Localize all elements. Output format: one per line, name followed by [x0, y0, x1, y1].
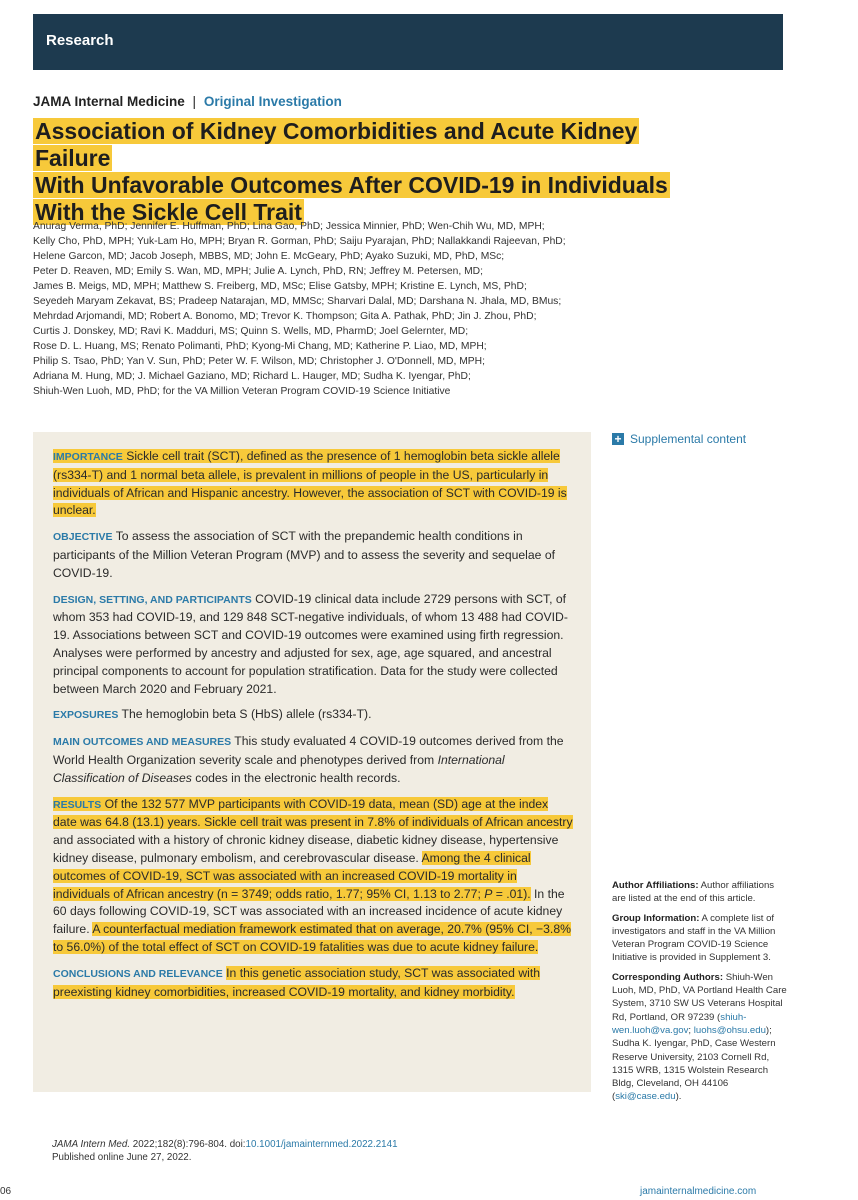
abstract-objective	[53, 528, 575, 582]
note-heading: Author Affiliations:	[612, 880, 699, 891]
section-heading: DESIGN, SETTING, AND PARTICIPANTS	[53, 593, 252, 606]
corresponding-authors	[612, 971, 790, 1104]
section-heading: IMPORTANCE	[53, 451, 123, 463]
note-text: ;	[688, 1024, 694, 1036]
supplemental-content-link[interactable]	[612, 432, 746, 446]
note-text: Author affiliations are listed at the end of this article.	[612, 880, 775, 905]
section-heading: OBJECTIVE	[53, 531, 113, 544]
page-number: 06	[0, 1186, 12, 1197]
section-heading: CONCLUSIONS AND RELEVANCE	[53, 967, 223, 980]
journal-line	[33, 94, 342, 109]
abstract-outcomes	[53, 733, 575, 787]
author-affiliations	[612, 879, 790, 906]
author-line: Seyedeh Maryam Zekavat, BS; Pradeep Natarajan, MD, MMSc; Sharvari Dalal, MD; Darshana N. Jhala, MD, BMus;	[33, 296, 562, 307]
section-heading: EXPOSURES	[53, 709, 119, 722]
section-text: In the 60 days following COVID-19, SCT was associated with an increased incidence of acute kidney failure.	[53, 886, 565, 937]
section-banner	[33, 14, 783, 70]
email-link[interactable]: luohs@ohsu.edu	[693, 1024, 766, 1036]
title-line: Association of Kidney Comorbidities and Acute Kidney Failure	[35, 118, 638, 171]
article-title	[33, 118, 693, 226]
author-line: Adriana M. Hung, MD; J. Michael Gaziano, MD; Richard L. Hauger, MD; Sudha K. Iyengar, PhD;	[33, 371, 471, 382]
section-text-italic: International Classification of Diseases	[53, 752, 505, 785]
group-information	[612, 912, 790, 965]
journal-separator: |	[192, 94, 197, 109]
section-text: In this genetic association study, SCT was associated with preexisting kidney comorbidities, increased COVID-19 mortality, and kidney morbidity.	[53, 965, 541, 999]
section-text: codes in the electronic health records.	[195, 770, 401, 785]
article-type: Original Investigation	[203, 94, 342, 109]
citation	[52, 1138, 398, 1164]
note-text: ); Sudha K. Iyengar, PhD, Case Western Reserve University, 2103 Cornell Rd, 1315 WRB, 1315 Wolstein Research Bldg, Cleveland, OH 44106 (	[612, 1024, 776, 1103]
sidebar-notes	[612, 879, 790, 1110]
author-line: Helene Garcon, MD; Jacob Joseph, MBBS, MD; John E. McGeary, PhD; Ayako Suzuki, MD, PhD, MSc;	[33, 251, 505, 262]
abstract-results	[53, 796, 575, 957]
author-line: James B. Meigs, MD, MPH; Matthew S. Freiberg, MD, MSc; Elise Gatsby, MPH; Kristine E. Lynch, MS, PhD;	[33, 281, 527, 292]
section-text: Of the 132 577 MVP participants with COVID-19 data, mean (SD) age at the index date was 64.8 (13.1) years. Sickle cell trait was present in 7.8% of individuals of African ancestry	[53, 796, 573, 830]
plus-icon: +	[612, 433, 624, 445]
author-line: Rose D. L. Huang, MS; Renato Polimanti, PhD; Kyong-Mi Chang, MD; Katherine P. Liao, MD, MPH;	[33, 341, 487, 352]
abstract-exposures	[53, 706, 575, 725]
note-heading: Group Information:	[612, 912, 700, 924]
section-text: This study evaluated 4 COVID-19 outcomes derived from the World Health Organization severity scale and phenotypes derived from	[53, 734, 564, 767]
section-text: = .01).	[495, 886, 531, 901]
note-text: ).	[675, 1091, 682, 1103]
abstract-importance	[53, 448, 575, 520]
section-text: To assess the association of SCT with the prepandemic health conditions in participants of the Million Veteran Program (MVP) and to assess the severity and sequelae of COVID-19.	[53, 529, 555, 580]
author-line: Anurag Verma, PhD; Jennifer E. Huffman, PhD; Lina Gao, PhD; Jessica Minnier, PhD; Wen-Chih Wu, MD, MPH;	[33, 221, 545, 232]
note-heading: Corresponding Authors:	[612, 971, 724, 983]
section-text: COVID-19 clinical data include 2729 persons with SCT, of whom 353 had COVID-19, and 129 848 SCT-negative individuals, of whom 13 488 had COVID-19. Associations between SCT and COVID-19 outcomes were examined using firth regression. Analyses were performed by ancestry and adjusted for sex, age, age squared, and ancestral principal components to account for population stratification. Data for the study were collected between March 2020 and February 2021.	[53, 591, 568, 696]
author-line: Peter D. Reaven, MD; Emily S. Wan, MD, MPH; Julie A. Lynch, PhD, RN; Jeffrey M. Petersen, MD;	[33, 266, 483, 277]
author-line: Philip S. Tsao, PhD; Yan V. Sun, PhD; Peter W. F. Wilson, MD; Christopher J. O'Donnell, MD, MPH;	[33, 356, 485, 367]
note-text: Shiuh-Wen Luoh, MD, PhD, VA Portland Health Care System, 3710 SW US Veterans Hospital Rd, Portland, OR 97239 (	[612, 971, 787, 1023]
section-heading: RESULTS	[53, 798, 102, 811]
section-label: Research	[46, 32, 114, 49]
email-link[interactable]: shiuh-wen.luoh@va.gov	[612, 1011, 747, 1036]
citation-ref: 2022;182(8):796-804. doi:	[132, 1139, 246, 1150]
supplemental-label: Supplemental content	[630, 432, 747, 446]
journal-name: JAMA Internal Medicine	[33, 94, 185, 109]
section-text: Among the 4 clinical outcomes of COVID-19, SCT was associated with an increased COVID-19 mortality in individuals of African ancestry (n = 3749; odds ratio, 1.77; 95% CI, 1.13 to 2.77;	[53, 850, 531, 901]
email-link[interactable]: ski@case.edu	[615, 1091, 676, 1103]
published-date: Published online June 27, 2022.	[52, 1152, 192, 1163]
section-text: Sickle cell trait (SCT), defined as the presence of 1 hemoglobin beta sickle allele (rs334-T) and 1 normal beta allele, is prevalent in millions of people in the US, particularly in individuals of African and Hispanic ancestry. However, the association of SCT with COVID-19 is unclear.	[53, 449, 567, 518]
section-text: A counterfactual mediation framework estimated that on average, 20.7% (95% CI, −3.8% to 56.0%) of the total effect of SCT on COVID-19 fatalities was due to acute kidney failure.	[53, 922, 571, 954]
p-value-letter: P	[484, 886, 493, 901]
author-list	[33, 219, 633, 399]
author-line: Curtis J. Donskey, MD; Ravi K. Madduri, MS; Quinn S. Wells, MD, PharmD; Joel Gelernter, MD;	[33, 326, 469, 337]
author-line: Kelly Cho, PhD, MPH; Yuk-Lam Ho, MPH; Bryan R. Gorman, PhD; Saiju Pyarajan, PhD; Nallakkandi Rajeevan, PhD;	[33, 236, 566, 247]
doi-link[interactable]: 10.1001/jamainternmed.2022.2141	[245, 1139, 398, 1150]
abstract-design	[53, 591, 575, 699]
section-heading: MAIN OUTCOMES AND MEASURES	[53, 736, 232, 749]
title-line: With the Sickle Cell Trait	[35, 199, 302, 225]
section-text: The hemoglobin beta S (HbS) allele (rs334-T).	[121, 707, 372, 722]
note-text: A complete list of investigators and staff in the VA Million Veteran Program COVID-19 Science Initiative is provided in Supplement 3.	[612, 912, 776, 964]
title-line: With Unfavorable Outcomes After COVID-19 in Individuals	[35, 172, 668, 198]
abstract-conclusions	[53, 965, 575, 1002]
author-line: Mehrdad Arjomandi, MD; Robert A. Bonomo, MD; Trevor K. Thompson; Gita A. Pathak, PhD; Jin J. Zhou, PhD;	[33, 311, 537, 322]
section-text: and associated with a history of chronic kidney disease, diabetic kidney disease, hypertensive kidney disease, pulmonary embolism, and cerebrovascular disease.	[53, 833, 559, 865]
abstract-box	[33, 432, 591, 1092]
journal-abbreviation: JAMA Intern Med.	[52, 1139, 131, 1150]
journal-url[interactable]: jamainternalmedicine.com	[640, 1186, 757, 1197]
author-line: Shiuh-Wen Luoh, MD, PhD; for the VA Million Veteran Program COVID-19 Science Initiative	[33, 386, 451, 397]
